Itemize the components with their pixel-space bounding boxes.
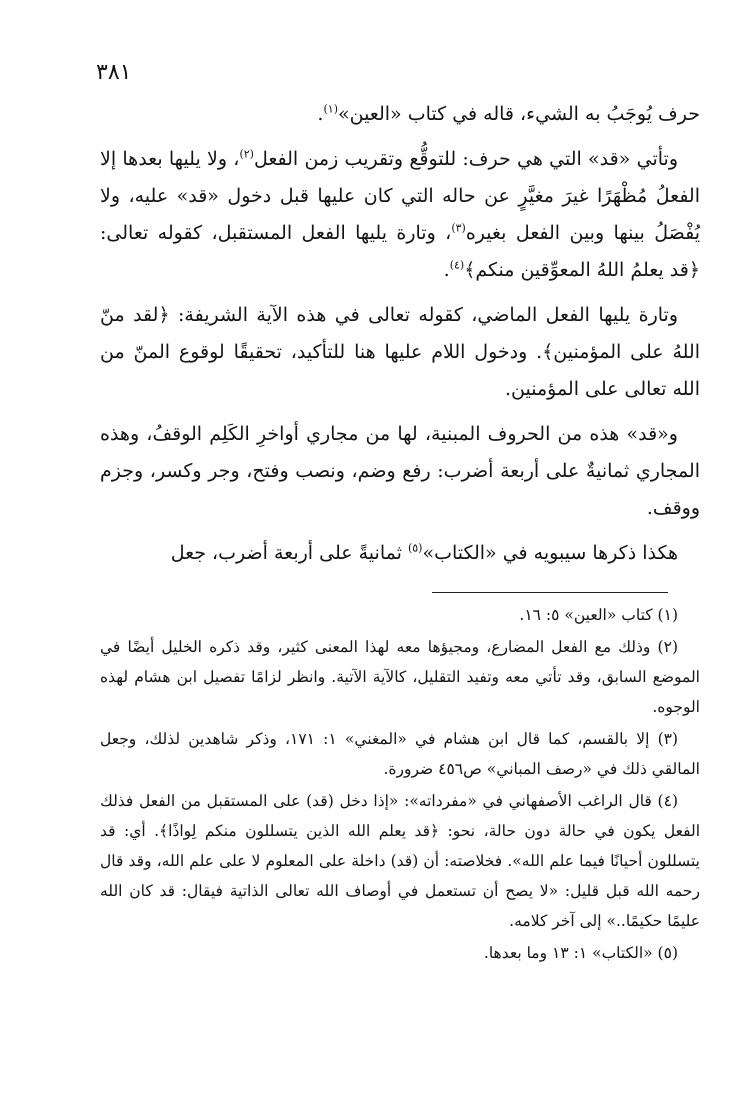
paragraph-2-text-b: ، ولا يليها بعدها إلا الفعلُ مُظْهَرًا غيرَ مغيَّرٍ عن حاله التي كان عليها قبل دخول «قد» عليه، ولا يُفْصَلُ بينها وبين الفعل بغيره <box>100 148 700 244</box>
paragraph-5-text-b: ثمانيةً على أربعة أضرب، جعل <box>170 542 408 564</box>
footnote-4: (٤) قال الراغب الأصفهاني في «مفرداته»: «إذا دخل (قد) على المستقبل من الفعل فذلك الفعل يكون في حالة دون حالة، نحو: ﴿قد يعلم الله الذين يتسللون منكم لِواذًا﴾. أي: قد يتسللون أحيانًا فيما علم الله». فخلاصته: أن (قد) داخلة على المعلوم لا على علم الله، وقد قال رحمه الله قبل قليل: «لا يصح أن تستعمل في أوصاف الله تعالى الذاتية فيقال: قد كان الله عليمًا حكيمًا..» إلى آخر كلامه. <box>100 792 700 930</box>
paragraph-4: و«قد» هذه من الحروف المبنية، لها من مجاري أواخرِ الكَلِم الوقفُ، وهذه المجاري ثمانيةٌ على أربعة أضرب: رفع وضم، ونصب وفتح، وجر وكسر، وجزم ووقف. <box>100 423 700 519</box>
footnote-2: (٢) وذلك مع الفعل المضارع، ومجيؤها معه لهذا المعنى كثير، وقد ذكره الخليل أيضًا في الموضع السابق، وقد تأتي معه وتفيد التقليل، كالآية الآتية. وانظر لزامًا تفصيل ابن هشام لهذه الوجوه. <box>100 638 700 716</box>
paragraph-5-text-a: هكذا ذكرها سيبويه في «الكتاب» <box>422 542 678 564</box>
footnote-5: (٥) «الكتاب» ١: ١٣ وما بعدها. <box>483 944 678 962</box>
paragraph-5 <box>100 535 700 572</box>
footnote-ref-5: (٥) <box>407 541 423 555</box>
paragraph-2-text-d: . <box>443 259 450 281</box>
footnote-3: (٣) إلا بالقسم، كما قال ابن هشام في «المغني» ١: ١٧١، وذكر شاهدين لذلك، وجعل المالقي ذلك في «رصف المباني» ص٤٥٦ ضرورة. <box>100 730 700 778</box>
footnote-ref-4: (٤) <box>449 258 465 272</box>
paragraph-2-text-c: ، وتارة يليها الفعل المستقبل، كقوله تعالى: ﴿قد يعلمُ اللهُ المعوِّقين منكم﴾ <box>100 222 700 281</box>
footnote-ref-1: (١) <box>323 102 338 116</box>
footnote-1: (١) كتاب «العين» ٥: ١٦. <box>519 606 678 624</box>
footnote-divider <box>432 592 668 593</box>
footnotes <box>100 600 700 970</box>
paragraph-1-text: حرف يُوجَبُ به الشيء، قاله في كتاب «العين» <box>337 103 700 125</box>
footnote-ref-2: (٢) <box>239 147 254 161</box>
page-number: ٣٨١ <box>96 60 132 85</box>
footnote-ref-3: (٣) <box>451 221 466 235</box>
main-text <box>100 96 700 580</box>
paragraph-3: وتارة يليها الفعل الماضي، كقوله تعالى في هذه الآية الشريفة: ﴿لقد منّ اللهُ على المؤمنين﴾. ودخول اللام عليها هنا للتأكيد، تحقيقًا لوقوع المنّ من الله تعالى على المؤمنين. <box>100 304 700 400</box>
paragraph-1 <box>100 96 700 133</box>
paragraph-2-text-a: وتأتي «قد» التي هي حرف: للتوقُّع وتقريب زمن الفعل <box>253 148 678 170</box>
paragraph-1-end: . <box>317 103 324 125</box>
paragraph-2 <box>100 141 700 289</box>
